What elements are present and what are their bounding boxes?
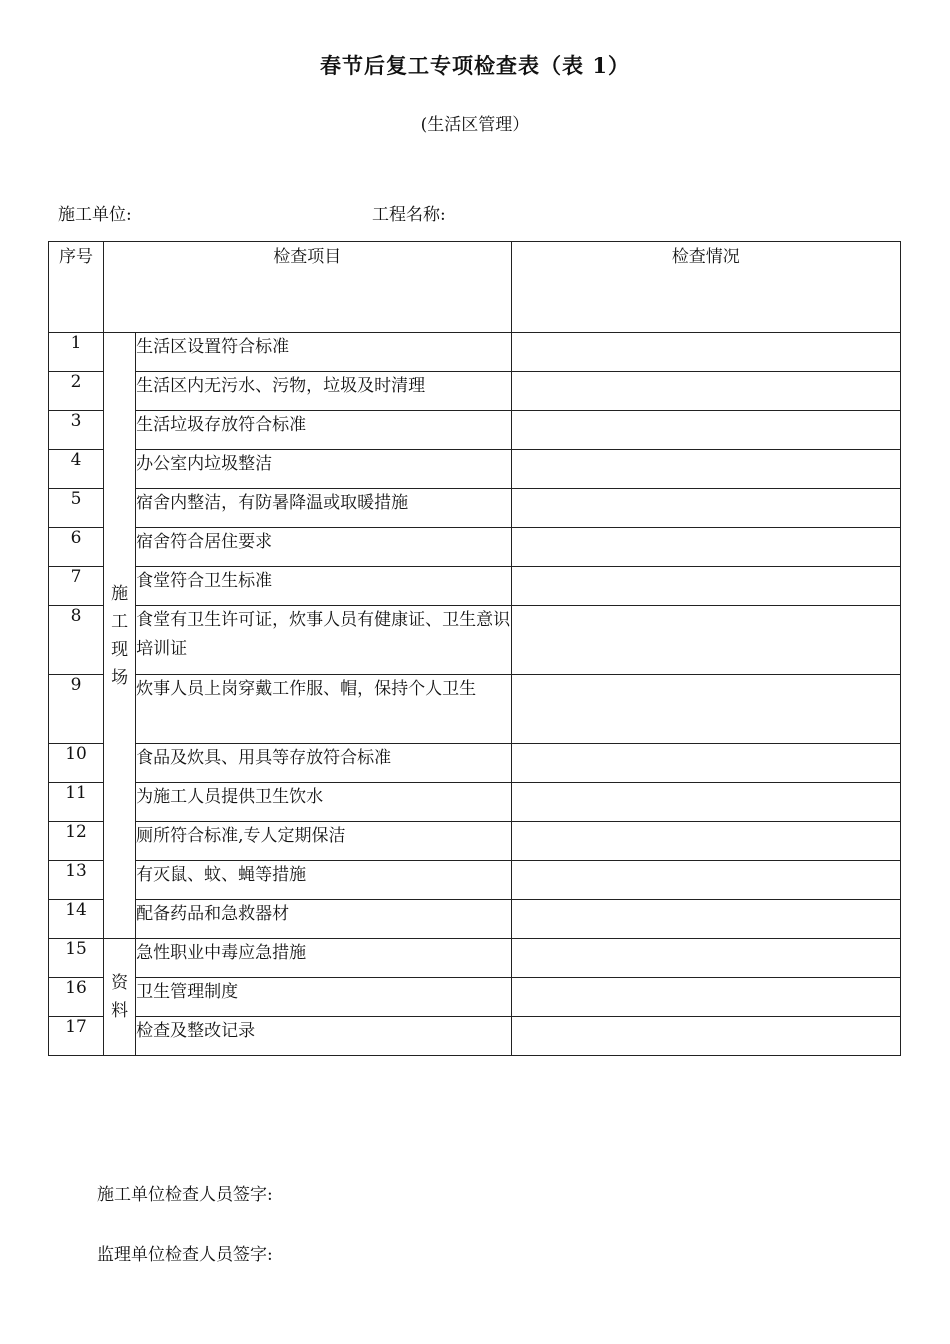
table-row bbox=[49, 333, 901, 372]
check-status-cell[interactable] bbox=[511, 978, 900, 1017]
check-item: 生活区内无污水、污物，垃圾及时清理 bbox=[136, 372, 511, 411]
table-header-row bbox=[49, 242, 901, 333]
construction-unit-label: 施工单位: bbox=[58, 205, 132, 225]
row-number: 8 bbox=[49, 606, 104, 675]
row-number: 4 bbox=[49, 450, 104, 489]
check-item: 生活垃圾存放符合标准 bbox=[136, 411, 511, 450]
row-number: 1 bbox=[49, 333, 104, 372]
supervisor-signature-label: 监理单位检查人员签字: bbox=[97, 1245, 273, 1265]
table-row bbox=[49, 606, 901, 675]
check-status-cell[interactable] bbox=[511, 450, 900, 489]
check-status-cell[interactable] bbox=[511, 411, 900, 450]
row-number: 10 bbox=[49, 744, 104, 783]
check-item: 炊事人员上岗穿戴工作服、帽，保持个人卫生 bbox=[136, 675, 511, 744]
check-item: 厕所符合标准,专人定期保洁 bbox=[136, 822, 511, 861]
contractor-signature-label: 施工单位检查人员签字: bbox=[97, 1185, 273, 1205]
page-title: 春节后复工专项检查表（表 1） bbox=[320, 53, 630, 78]
table-row bbox=[49, 939, 901, 978]
table-row bbox=[49, 567, 901, 606]
header-item: 检查项目 bbox=[104, 242, 511, 333]
check-item: 卫生管理制度 bbox=[136, 978, 511, 1017]
check-item: 检查及整改记录 bbox=[136, 1017, 511, 1056]
check-status-cell[interactable] bbox=[511, 528, 900, 567]
page-subtitle: (生活区管理） bbox=[420, 115, 530, 135]
check-item: 宿舍内整洁，有防暑降温或取暖措施 bbox=[136, 489, 511, 528]
table-row bbox=[49, 1017, 901, 1056]
table-row bbox=[49, 450, 901, 489]
row-number: 11 bbox=[49, 783, 104, 822]
check-item: 食堂有卫生许可证，炊事人员有健康证、卫生意识培训证 bbox=[136, 606, 511, 675]
check-status-cell[interactable] bbox=[511, 900, 900, 939]
check-item: 急性职业中毒应急措施 bbox=[136, 939, 511, 978]
check-item: 生活区设置符合标准 bbox=[136, 333, 511, 372]
category-docs: 资料 bbox=[104, 939, 136, 1056]
check-status-cell[interactable] bbox=[511, 372, 900, 411]
table-row bbox=[49, 978, 901, 1017]
row-number: 15 bbox=[49, 939, 104, 978]
table-row bbox=[49, 900, 901, 939]
check-status-cell[interactable] bbox=[511, 333, 900, 372]
check-item: 配备药品和急救器材 bbox=[136, 900, 511, 939]
check-status-cell[interactable] bbox=[511, 1017, 900, 1056]
table-row bbox=[49, 675, 901, 744]
check-item: 食品及炊具、用具等存放符合标准 bbox=[136, 744, 511, 783]
row-number: 7 bbox=[49, 567, 104, 606]
check-status-cell[interactable] bbox=[511, 939, 900, 978]
check-status-cell[interactable] bbox=[511, 489, 900, 528]
inspection-table bbox=[48, 241, 901, 1056]
row-number: 2 bbox=[49, 372, 104, 411]
check-status-cell[interactable] bbox=[511, 675, 900, 744]
table-row bbox=[49, 744, 901, 783]
check-item: 食堂符合卫生标准 bbox=[136, 567, 511, 606]
category-site: 施工现场 bbox=[104, 333, 136, 939]
table-row bbox=[49, 411, 901, 450]
row-number: 14 bbox=[49, 900, 104, 939]
row-number: 9 bbox=[49, 675, 104, 744]
row-number: 5 bbox=[49, 489, 104, 528]
header-status: 检查情况 bbox=[511, 242, 900, 333]
check-item: 为施工人员提供卫生饮水 bbox=[136, 783, 511, 822]
check-status-cell[interactable] bbox=[511, 606, 900, 675]
table-row bbox=[49, 822, 901, 861]
table-row bbox=[49, 783, 901, 822]
check-item: 办公室内垃圾整洁 bbox=[136, 450, 511, 489]
table-row bbox=[49, 528, 901, 567]
check-status-cell[interactable] bbox=[511, 567, 900, 606]
check-item: 有灭鼠、蚊、蝇等措施 bbox=[136, 861, 511, 900]
row-number: 12 bbox=[49, 822, 104, 861]
row-number: 17 bbox=[49, 1017, 104, 1056]
check-status-cell[interactable] bbox=[511, 783, 900, 822]
check-status-cell[interactable] bbox=[511, 861, 900, 900]
check-status-cell[interactable] bbox=[511, 744, 900, 783]
check-status-cell[interactable] bbox=[511, 822, 900, 861]
table-row bbox=[49, 372, 901, 411]
row-number: 6 bbox=[49, 528, 104, 567]
table-row bbox=[49, 861, 901, 900]
check-item: 宿舍符合居住要求 bbox=[136, 528, 511, 567]
project-name-label: 工程名称: bbox=[372, 205, 446, 225]
row-number: 13 bbox=[49, 861, 104, 900]
row-number: 16 bbox=[49, 978, 104, 1017]
table-row bbox=[49, 489, 901, 528]
header-no: 序号 bbox=[49, 242, 104, 333]
row-number: 3 bbox=[49, 411, 104, 450]
